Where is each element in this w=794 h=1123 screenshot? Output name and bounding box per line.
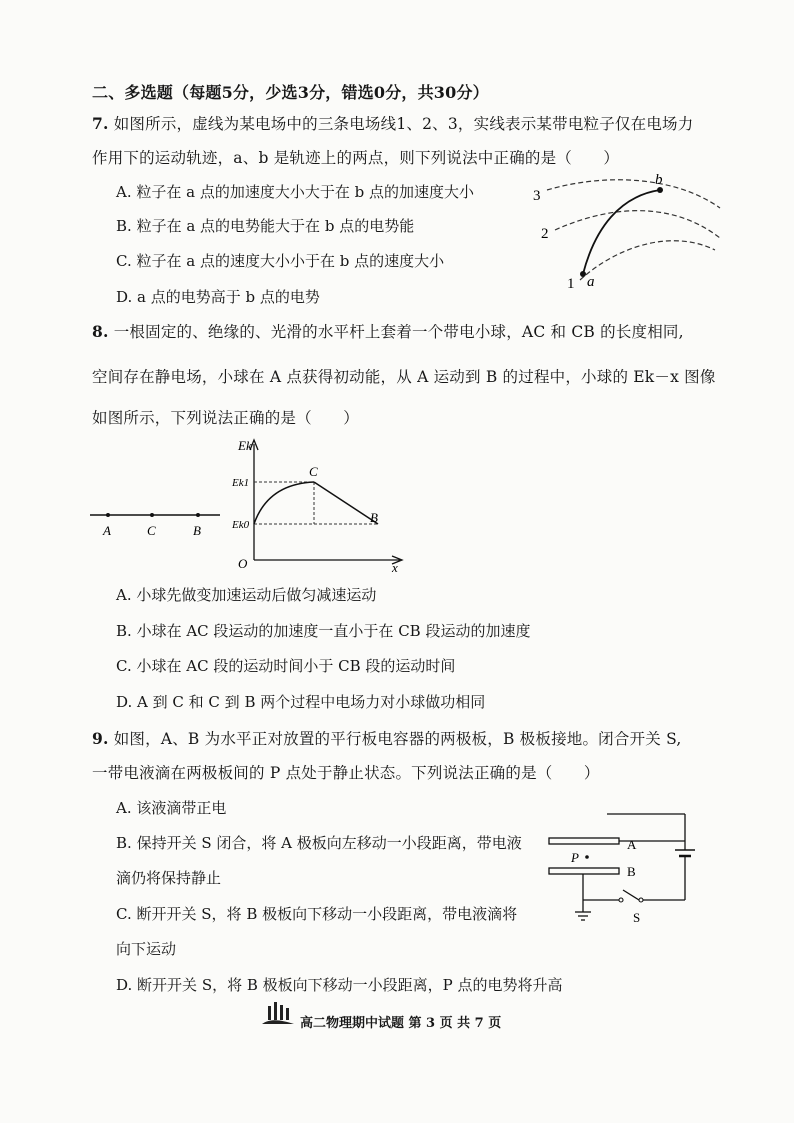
school-logo-icon: [258, 998, 298, 1028]
point-p-dot: [585, 855, 589, 859]
q9-option-c-cont: 向下运动: [116, 940, 177, 958]
line-label-1: 1: [567, 276, 575, 292]
q9-number: 9.: [92, 729, 109, 748]
point-a-label: a: [587, 274, 595, 290]
q9-stem-line1: [92, 727, 682, 749]
line-cb: [314, 482, 378, 524]
q8-option-a[interactable]: A. 小球先做变加速运动后做匀减速运动: [116, 586, 377, 604]
plate-b: [549, 868, 619, 874]
q9-option-c[interactable]: C. 断开开关 S，将 B 极板向下移动一小段距离，带电液滴将: [116, 905, 518, 923]
field-line-3: [547, 180, 720, 208]
q8-stem-line3: 如图所示，下列说法正确的是（ ）: [92, 409, 359, 427]
page-footer: 高二物理期中试题 第 3 页 共 7 页: [300, 1016, 502, 1031]
switch-label: S: [633, 910, 641, 925]
field-line-2: [555, 211, 720, 238]
q9-option-a[interactable]: A. 该液滴带正电: [116, 799, 227, 817]
q9-line1-text: 如图，A、B 为水平正对放置的平行板电容器的两极板，B 极板接地。闭合开关 S,: [113, 730, 682, 748]
q8-line1-text: 一根固定的、绝缘的、光滑的水平杆上套着一个带电小球，AC 和 CB 的长度相同,: [113, 323, 684, 341]
q7-option-d[interactable]: D. a 点的电势高于 b 点的电势: [116, 288, 320, 306]
graph-point-b: B: [370, 510, 378, 525]
q8-option-c[interactable]: C. 小球在 AC 段的运动时间小于 CB 段的运动时间: [116, 657, 456, 675]
field-line-1: [580, 241, 715, 280]
q7-field-figure: [525, 168, 725, 298]
q7-number: 7.: [92, 114, 109, 133]
q7-option-c[interactable]: C. 粒子在 a 点的速度大小小于在 b 点的速度大小: [116, 252, 445, 270]
section-title: 二、多选题（每题5分，少选3分，错选0分，共30分）: [92, 83, 489, 102]
graph-ek1-label: Ek1: [232, 477, 250, 489]
q7-stem-line1: [92, 112, 693, 134]
point-p-label: P: [571, 850, 579, 865]
q9-option-b-cont: 滴仍将保持静止: [116, 869, 222, 887]
rod-label-a: A: [103, 523, 111, 538]
curve-ac: [254, 482, 314, 524]
q7-stem-line2: 作用下的运动轨迹，a、b 是轨迹上的两点，则下列说法中正确的是（ ）: [92, 149, 620, 167]
q8-stem-line2: 空间存在静电场，小球在 A 点获得初动能，从 A 运动到 B 的过程中，小球的 Ek－x 图像: [92, 368, 716, 386]
graph-ek0-label: Ek0: [232, 519, 250, 531]
point-a-dot: [580, 271, 586, 277]
q8-option-b[interactable]: B. 小球在 AC 段运动的加速度一直小于在 CB 段运动的加速度: [116, 622, 531, 640]
point-b-label: b: [655, 172, 663, 188]
q7-option-a[interactable]: A. 粒子在 a 点的加速度大小大于在 b 点的加速度大小: [116, 183, 475, 201]
q9-stem-line2: 一带电液滴在两极板间的 P 点处于静止状态。下列说法正确的是（ ）: [92, 764, 600, 782]
q8-rod-figure: [88, 505, 223, 540]
rod-label-c: C: [147, 523, 156, 538]
plate-a-label: A: [627, 837, 637, 852]
graph-ylabel: Ek: [238, 438, 252, 453]
plate-b-label: B: [627, 864, 636, 879]
q8-number: 8.: [92, 322, 109, 341]
graph-xlabel: x: [392, 560, 398, 572]
q9-option-b[interactable]: B. 保持开关 S 闭合，将 A 极板向左移动一小段距离，带电液: [116, 834, 522, 852]
line-label-2: 2: [541, 226, 549, 242]
switch-s: [623, 890, 639, 900]
q9-circuit-figure: [543, 812, 703, 932]
line-label-3: 3: [533, 188, 541, 204]
q7-option-b[interactable]: B. 粒子在 a 点的电势能大于在 b 点的电势能: [116, 217, 415, 235]
particle-trajectory: [583, 190, 660, 274]
plate-a: [549, 838, 619, 844]
q8-ek-x-graph: [228, 432, 408, 572]
rod-label-b: B: [193, 523, 201, 538]
q7-line1-text: 如图所示，虚线为某电场中的三条电场线1、2、3，实线表示某带电粒子仅在电场力: [113, 115, 694, 133]
graph-point-c: C: [309, 464, 318, 479]
q8-stem-line1: [92, 320, 684, 342]
graph-origin-label: O: [238, 556, 248, 571]
q9-option-d[interactable]: D. 断开开关 S，将 B 极板向下移动一小段距离，P 点的电势将升高: [116, 976, 563, 994]
q8-option-d[interactable]: D. A 到 C 和 C 到 B 两个过程中电场力对小球做功相同: [116, 693, 486, 711]
